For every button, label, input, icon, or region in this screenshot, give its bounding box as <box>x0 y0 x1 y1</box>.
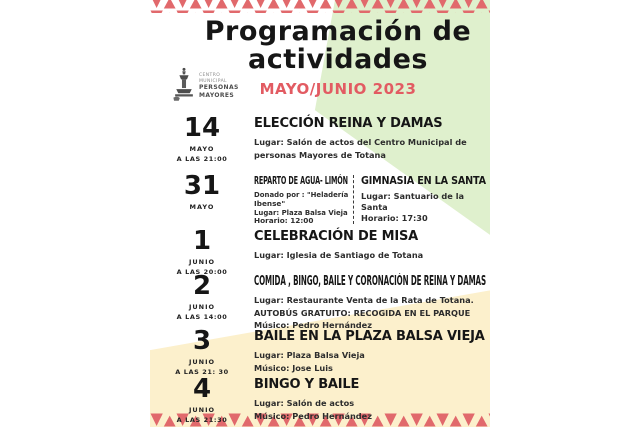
logo-text-line: PERSONAS <box>199 84 239 92</box>
event-row <box>150 327 490 376</box>
event-detail: Lugar: Iglesia de Santiago de Totana <box>254 250 424 260</box>
event-day: 31 <box>183 171 221 201</box>
side-event-detail: Santa <box>361 202 388 213</box>
event-row <box>150 172 490 226</box>
event-row <box>150 227 490 276</box>
event-body <box>254 227 490 262</box>
event-detail: Lugar: Restaurante Venta de la Rata de Totana. <box>254 295 474 305</box>
poster <box>150 0 490 427</box>
event-columns <box>254 174 486 226</box>
event-body <box>254 272 490 332</box>
event-month: JUNIO <box>188 358 216 366</box>
event-title: BINGO Y BAILE <box>254 377 360 392</box>
event-month: JUNIO <box>188 258 216 266</box>
event-day: 4 <box>192 374 212 404</box>
event-date <box>150 172 254 211</box>
event-day: 14 <box>183 113 221 143</box>
logo-text-line: CENTRO <box>199 72 221 78</box>
event-title: COMIDA , BINGO, BAILE Y CORONACIÓN DE REINA Y DAMAS <box>254 274 486 289</box>
event-time: A LAS 21:30 <box>176 416 228 424</box>
event-body <box>254 375 490 422</box>
event-detail: Lugar: Plaza Balsa Vieja <box>254 207 348 217</box>
side-event-title: GIMNASIA EN LA SANTA <box>361 174 486 187</box>
event-detail: Lugar: Salón de actos <box>254 398 355 408</box>
event-detail: Músico: Pedro Hernández <box>254 320 372 331</box>
event-time: A LAS 14:00 <box>176 313 228 321</box>
event-date <box>150 375 254 424</box>
event-detail: Lugar: Salón de actos del Centro Municipal de <box>254 137 467 147</box>
event-date <box>150 227 254 276</box>
event-month: JUNIO <box>188 303 216 311</box>
event-month: MAYO <box>189 203 215 211</box>
event-date <box>150 327 254 376</box>
event-detail: AUTOBÚS GRATUITO: RECOGIDA EN EL PARQUE <box>254 307 471 318</box>
event-time: A LAS 21: 30 <box>175 368 229 376</box>
event-date <box>150 272 254 321</box>
event-title: CELEBRACIÓN DE MISA <box>254 229 418 244</box>
event-date <box>150 114 254 163</box>
event-row <box>150 272 490 332</box>
event-detail: Donado por : "Heladería <box>254 190 349 199</box>
event-detail: personas Mayores de Totana <box>254 149 386 160</box>
event-title: ELECCIÓN REINA Y DAMAS <box>254 116 443 131</box>
poster-title-line2: actividades <box>248 44 428 76</box>
event-day: 3 <box>192 326 212 356</box>
event-detail: Lugar: Plaza Balsa Vieja <box>254 350 365 360</box>
event-day: 1 <box>192 226 212 256</box>
logo-text-line: MUNICIPAL <box>199 78 227 84</box>
side-event-detail: Horario: 17:30 <box>361 213 428 224</box>
event-month: MAYO <box>189 145 215 153</box>
event-row <box>150 375 490 424</box>
event-title: REPARTO DE AGUA- LIMÓN <box>254 174 348 187</box>
events-list <box>150 0 490 427</box>
event-detail: Músico: Jose Luis <box>254 362 333 373</box>
side-event-detail: Lugar: Santuario de la <box>361 191 465 201</box>
event-row <box>150 114 490 163</box>
event-body <box>254 114 490 161</box>
event-side-column <box>361 174 486 226</box>
dashed-divider <box>353 175 354 224</box>
event-time: A LAS 20:00 <box>176 268 228 276</box>
event-time: A LAS 21:00 <box>176 155 228 163</box>
event-detail: Horario: 12:00 <box>254 216 314 226</box>
event-day: 2 <box>192 271 212 301</box>
event-title: BAILE EN LA PLAZA BALSA VIEJA <box>254 329 485 344</box>
poster-subtitle: MAYO/JUNIO 2023 <box>259 80 417 98</box>
event-main-column <box>254 174 348 226</box>
logo-text-line: MAYORES <box>199 91 235 99</box>
event-month: JUNIO <box>188 406 216 414</box>
event-detail: Ibense" <box>254 198 286 208</box>
event-body <box>254 172 490 226</box>
event-body <box>254 327 490 374</box>
event-detail: Músico: Pedro Hernández <box>254 410 372 421</box>
poster-title-line1: Programación de <box>204 16 472 47</box>
